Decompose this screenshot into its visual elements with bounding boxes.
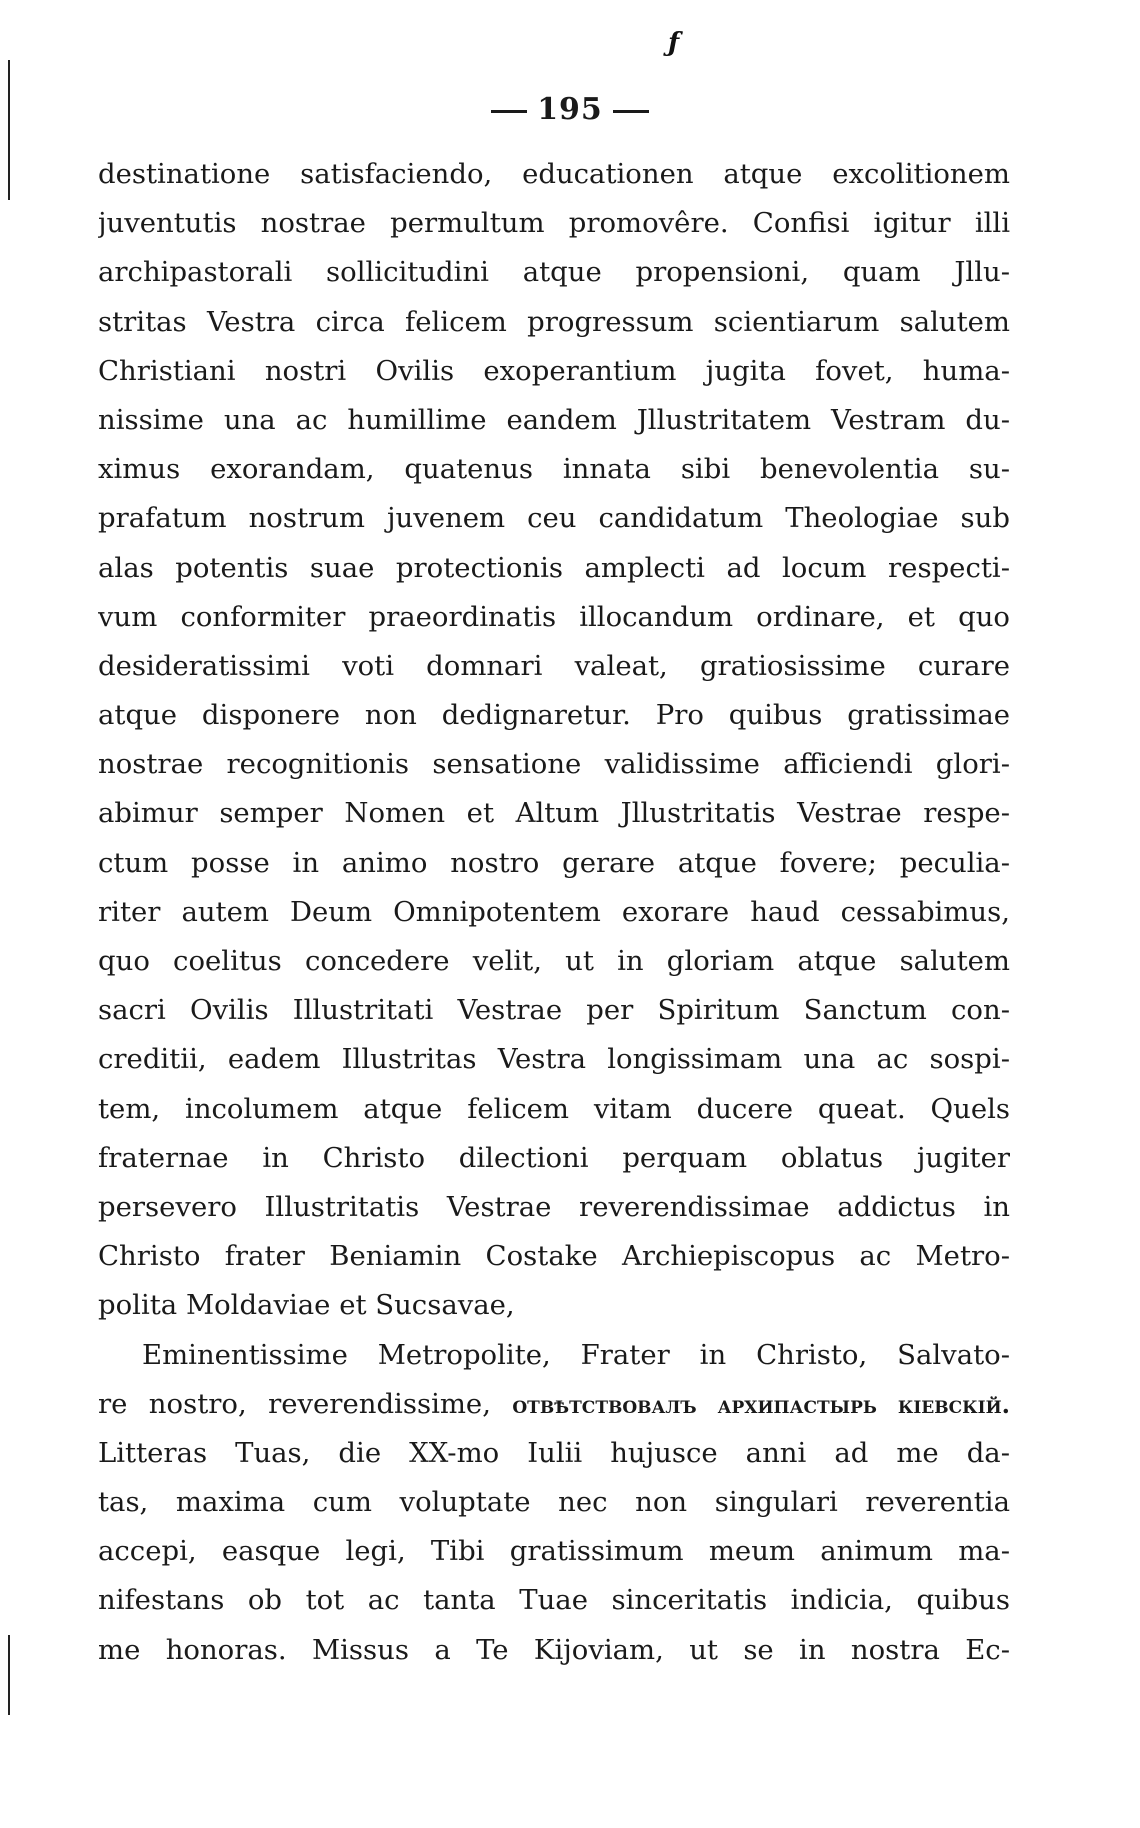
- text-line: archipastorali sollicitudini atque propensioni, quam Jllu-: [98, 256, 1010, 289]
- corner-mark: ƒ: [668, 28, 680, 58]
- text-line: quo coelitus concedere velit, ut in gloriam atque salutem: [98, 945, 1010, 977]
- text-line: me honoras. Missus a Te Kijoviam, ut se in nostra Ec-: [98, 1633, 1010, 1666]
- text-line: juventutis nostrae permultum promovêre. Confisi igitur illi: [98, 207, 1010, 240]
- header-dash-left: [491, 110, 527, 113]
- text-line: Christiani nostri Ovilis exoperantium jugita fovet, huma-: [98, 354, 1010, 387]
- text-line: creditii, eadem Illustritas Vestra longissimam una ac sospi-: [98, 1043, 1010, 1076]
- text-line: Litteras Tuas, die XX-mo Iulii hujusce anni ad me da-: [98, 1436, 1010, 1469]
- text-line: tas, maxima cum voluptate nec non singulari reverentia: [98, 1486, 1010, 1519]
- text-line: Christo frater Beniamin Costake Archiepiscopus ac Metro-: [98, 1240, 1010, 1273]
- text-line: prafatum nostrum juvenem ceu candidatum Theologiae sub: [98, 502, 1010, 535]
- cyrillic-phrase: отвѣтствовалъ архипастырь кіевскій.: [512, 1389, 1010, 1419]
- text-line: polita Moldaviae et Sucsavae,: [98, 1289, 515, 1322]
- text-line: abimur semper Nomen et Altum Jllustritatis Vestrae respe-: [98, 797, 1010, 830]
- text-line: ctum posse in animo nostro gerare atque fovere; peculia-: [98, 846, 1010, 879]
- page-header: [0, 92, 1140, 127]
- page-number: 195: [537, 92, 603, 127]
- text-line: persevero Illustritatis Vestrae reverendissimae addictus in: [98, 1190, 1010, 1223]
- text-line: desideratissimi voti domnari valeat, gratiosissime curare: [98, 649, 1010, 682]
- text-line: Eminentissime Metropolite, Frater in Christo, Salvato-: [142, 1338, 1010, 1371]
- text-line: nissime una ac humillime eandem Jllustritatem Vestram du-: [98, 403, 1010, 436]
- body-text: [98, 150, 1010, 1675]
- text-line: alas potentis suae protectionis amplecti ad locum respecti-: [98, 551, 1010, 584]
- left-margin-rule-bottom: [8, 1635, 10, 1715]
- header-dash-right: [613, 110, 649, 113]
- text-line: nifestans ob tot ac tanta Tuae sinceritatis indicia, quibus: [98, 1584, 1010, 1617]
- text-line: fraternae in Christo dilectioni perquam oblatus jugiter: [98, 1141, 1010, 1174]
- text-line: vum conformiter praeordinatis illocandum ordinare, et quo: [98, 600, 1010, 633]
- text-line: riter autem Deum Omnipotentem exorare haud cessabimus,: [98, 895, 1010, 928]
- text-line: stritas Vestra circa felicem progressum scientiarum salutem: [98, 305, 1010, 338]
- text-line: sacri Ovilis Illustritati Vestrae per Spiritum Sanctum con-: [98, 994, 1010, 1027]
- text-line: destinatione satisfaciendo, educationen atque excolitionem: [98, 158, 1010, 190]
- text-line: accepi, easque legi, Tibi gratissimum meum animum ma-: [98, 1535, 1010, 1568]
- text-line: nostrae recognitionis sensatione validissime afficiendi glori-: [98, 748, 1010, 781]
- text-line: ximus exorandam, quatenus innata sibi benevolentia su-: [98, 453, 1010, 486]
- text-line: tem, incolumem atque felicem vitam ducere queat. Quels: [98, 1092, 1010, 1125]
- text-segment: re nostro, reverendissime,: [98, 1387, 491, 1420]
- text-line: atque disponere non dedignaretur. Pro quibus gratissimae: [98, 699, 1010, 732]
- left-margin-rule-top: [8, 60, 10, 200]
- text-line-with-cyrillic: [98, 1380, 1010, 1429]
